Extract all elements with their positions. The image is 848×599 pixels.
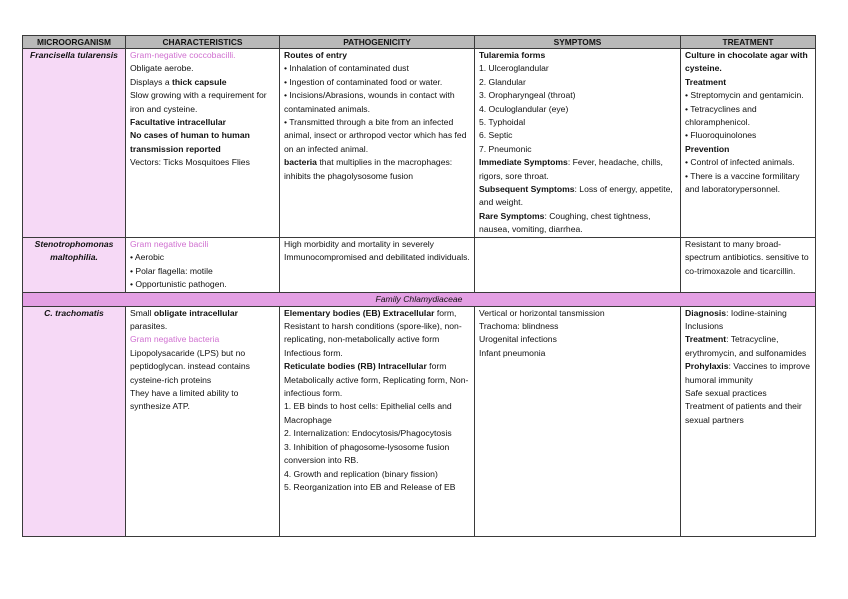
bullet-line: • There is a vaccine formilitary and laboratorypersonnel. <box>685 170 800 195</box>
list-item: 4. Oculoglandular (eye) <box>479 103 569 114</box>
list-item: 1. Ulceroglandular <box>479 63 549 74</box>
text-fragment: : Fever, headache, chills, rigors, sore throat. <box>479 157 663 181</box>
list-item: 4. Growth and replication (binary fission) <box>284 468 438 479</box>
gram-stain-text: Gram-negative coccobacilli. <box>130 50 236 60</box>
header-treatment: TREATMENT <box>681 36 816 49</box>
bullet-line: • Incisions/Abrasions, wounds in contact with contaminated animals. <box>284 90 455 114</box>
bullet-line: • Control of infected animals. <box>685 157 795 168</box>
organism-name: Stenotrophomonas maltophilia. <box>23 238 126 293</box>
bold-term: Rare Symptoms <box>479 210 545 221</box>
characteristic-line: Vectors: Ticks Mosquitoes Flies <box>130 157 250 168</box>
list-item: 5. Reorganization into EB and Release of EB <box>284 481 456 492</box>
list-item: 6. Septic <box>479 130 513 141</box>
bullet-line: • Ingestion of contaminated food or water. <box>284 76 443 87</box>
text-fragment: : Coughing, chest tightness, nausea, vomiting, diarrhea. <box>479 210 651 235</box>
header-microorganism: MICROORGANISM <box>23 36 126 49</box>
list-item: 3. Oropharyngeal (throat) <box>479 90 576 101</box>
list-item: 1. EB binds to host cells: Epithelial cells and Macrophage <box>284 401 452 425</box>
bullet-line: • Opportunistic pathogen. <box>130 279 227 290</box>
treatment-cell <box>681 306 816 536</box>
bullet-line: • Tetracyclines and chloramphenicol. <box>685 103 757 128</box>
reticulate-bodies-text <box>284 360 470 400</box>
bold-term: Prohylaxis <box>685 361 729 372</box>
treatment-line: Treatment of patients and their sexual partners <box>685 401 802 425</box>
text-fragment: form, Resistant to harsh conditions (spore-like), non-replicating, non-metabolically active form Infectious form. <box>284 307 462 358</box>
list-item: Infant pneumonia <box>479 347 546 358</box>
bold-term: Treatment <box>685 334 727 345</box>
bullet-line: • Polar flagella: motile <box>130 265 213 276</box>
list-item: 5. Typhoidal <box>479 117 526 128</box>
symptoms-cell <box>475 49 681 238</box>
treatment-line <box>685 307 811 334</box>
bold-term: Elementary bodies (EB) Extracellular <box>284 307 435 318</box>
family-heading: Family Chlamydiaceae <box>23 292 816 306</box>
bacteria-line <box>284 156 470 183</box>
table-row-stenotrophomonas <box>23 238 816 293</box>
pathogenicity-cell <box>280 306 475 536</box>
bold-term: Diagnosis <box>685 307 727 318</box>
text-fragment: form Metabolically active form, Replicating form, Non-infectious form. <box>284 361 469 399</box>
section-title: Routes of entry <box>284 50 348 60</box>
text-fragment: : Tetracycline, erythromycin, and sulfonamides <box>685 334 807 358</box>
list-item: Urogenital infections <box>479 334 557 345</box>
treatment-cell: Resistant to many broad-spectrum antibiotics. sensitive to co-trimoxazole and ticarcillin. <box>681 238 816 293</box>
table-row-francisella <box>23 49 816 238</box>
characteristic-line <box>130 307 275 334</box>
organism-name: C. trachomatis <box>23 306 126 536</box>
bold-term: obligate intracellular <box>153 307 238 318</box>
header-symptoms: SYMPTOMS <box>475 36 681 49</box>
list-item: 3. Inhibition of phagosome-lysosome fusion conversion into RB. <box>284 441 450 466</box>
bold-term: Reticulate bodies (RB) Intracellular <box>284 361 427 372</box>
list-item: Vertical or horizontal tansmission <box>479 307 605 318</box>
characteristic-line: Facultative intracellular <box>130 117 226 128</box>
text-fragment: : Loss of energy, appetite, and weight. <box>479 184 673 208</box>
bold-term: Immediate Symptoms <box>479 157 568 168</box>
characteristics-cell <box>126 306 280 536</box>
text-fragment: that multiplies in the macrophages: inhibits the phagolysosome fusion <box>284 157 453 181</box>
list-item: 2. Internalization: Endocytosis/Phagocytosis <box>284 428 452 439</box>
characteristic-line: They have a limited ability to synthesize ATP. <box>130 388 239 412</box>
gram-stain-text: Gram negative bacili <box>130 239 209 249</box>
text-fragment: Small <box>130 307 154 318</box>
treatment-line <box>685 360 811 387</box>
list-item: 7. Pneumonic <box>479 143 532 154</box>
bold-term: Subsequent Symptoms <box>479 184 575 195</box>
characteristics-cell <box>126 49 280 238</box>
header-characteristics: CHARACTERISTICS <box>126 36 280 49</box>
elementary-bodies-text <box>284 307 470 361</box>
symptoms-cell <box>475 238 681 293</box>
header-row <box>23 36 816 49</box>
text-fragment: parasites. <box>130 321 168 332</box>
bullet-line: • Fluoroquinolones <box>685 130 757 141</box>
text-fragment: : Vaccines to improve humoral immunity <box>685 361 810 385</box>
pathogenicity-cell: High morbidity and mortality in severely Immunocompromised and debilitated individuals. <box>280 238 475 293</box>
text-fragment: Displays a <box>130 76 173 87</box>
list-item: Trachoma: blindness <box>479 321 559 332</box>
treatment-line: Safe sexual practices <box>685 388 767 399</box>
microorganism-table <box>22 35 816 537</box>
treatment-line <box>685 333 811 360</box>
characteristic-line <box>130 76 275 89</box>
section-title: Prevention <box>685 143 730 154</box>
bullet-line: • Streptomycin and gentamicin. <box>685 90 804 101</box>
header-pathogenicity: PATHOGENICITY <box>280 36 475 49</box>
gram-stain-text: Gram negative bacteria <box>130 334 220 345</box>
characteristics-cell <box>126 238 280 293</box>
bold-term: thick capsule <box>172 76 227 87</box>
section-title: Tularemia forms <box>479 50 546 60</box>
bullet-line: • Inhalation of contaminated dust <box>284 63 409 74</box>
pathogenicity-cell <box>280 49 475 238</box>
symptoms-cell <box>475 306 681 536</box>
family-row <box>23 292 816 306</box>
treatment-cell <box>681 49 816 238</box>
list-item: 2. Glandular <box>479 76 526 87</box>
bold-term: bacteria <box>284 157 317 168</box>
table-row-chlamydia <box>23 306 816 536</box>
characteristic-line: Obligate aerobe. <box>130 63 194 74</box>
bullet-line: • Transmitted through a bite from an infected animal, insect or arthropod vector which has fed on an infected animal. <box>284 117 467 154</box>
treatment-line: Culture in chocolate agar with cysteine. <box>685 50 808 74</box>
text-fragment: : Iodine-staining Inclusions <box>685 307 787 332</box>
section-title: Treatment <box>685 76 727 87</box>
symptom-line <box>479 183 676 210</box>
characteristic-line: Slow growing with a requirement for iron and cysteine. <box>130 90 267 114</box>
characteristic-line: Lipopolysacaride (LPS) but no peptidoglycan. instead contains cysteine-rich proteins <box>130 347 250 385</box>
characteristic-line: No cases of human to human transmission reported <box>130 130 250 154</box>
bullet-line: • Aerobic <box>130 252 165 263</box>
symptom-line <box>479 210 676 237</box>
symptom-line <box>479 156 676 183</box>
organism-name: Francisella tularensis <box>23 49 126 238</box>
